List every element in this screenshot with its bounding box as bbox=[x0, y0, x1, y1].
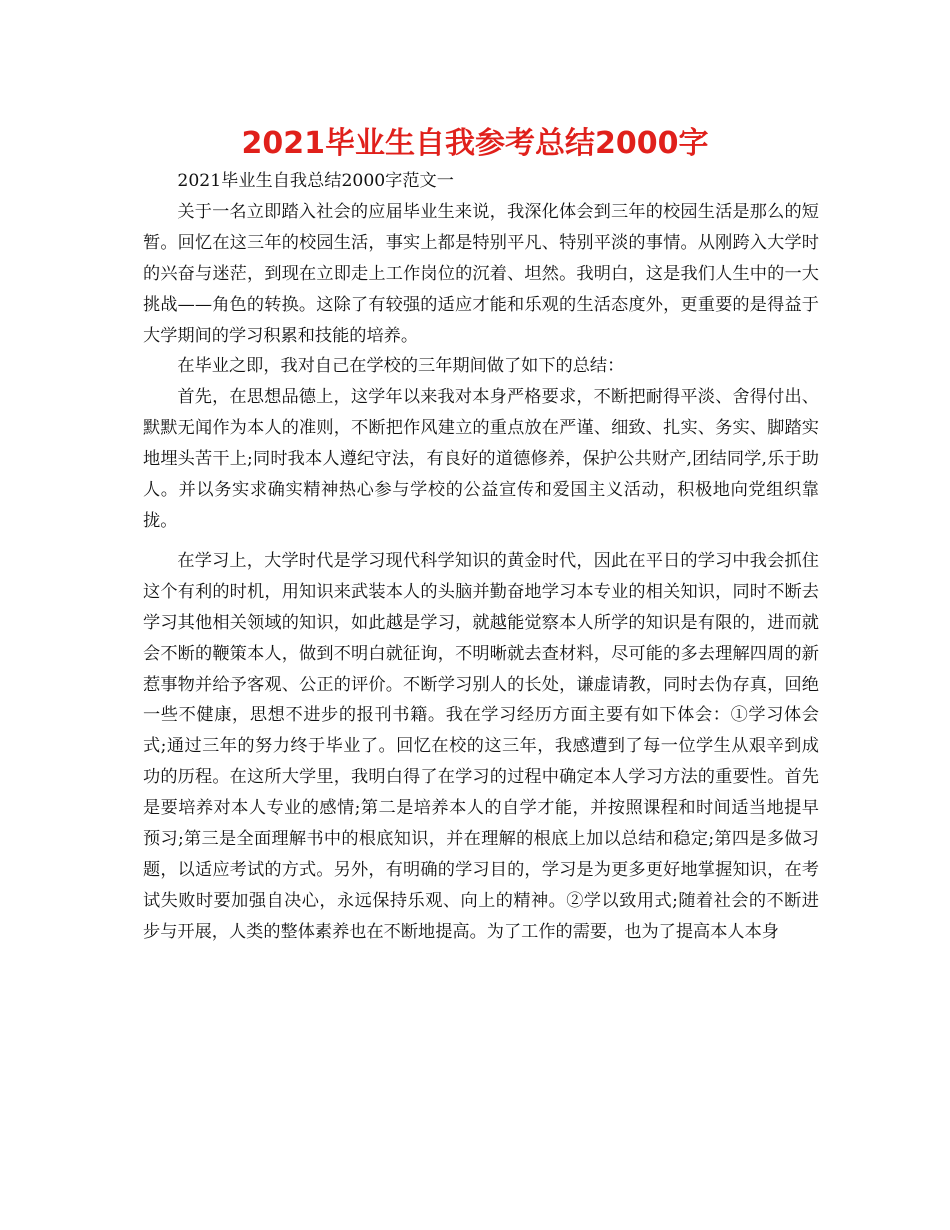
body-paragraph: 在学习上，大学时代是学习现代科学知识的黄金时代，因此在平日的学习中我会抓住这个有利的时机，用知识来武装本人的头脑并勤奋地学习本专业的相关知识，同时不断去学习其他相关领域的知识，如此越是学习，就越能觉察本人所学的知识是有限的，进而就会不断的鞭策本人，做到不明白就征询，不明晰就去查材料，尽可能的多去理解四周的新惹事物并给予客观、公正的评价。不断学习别人的长处，谦虚请教，同时去伪存真，回绝一些不健康，思想不进步的报刊书籍。我在学习经历方面主要有如下体会：①学习体会式;通过三年的努力终于毕业了。回忆在校的这三年，我感遭到了每一位学生从艰辛到成功的历程。在这所大学里，我明白得了在学习的过程中确定本人学习方法的重要性。首先是要培养对本人专业的感情;第二是培养本人的自学才能，并按照课程和时间适当地提早预习;第三是全面理解书中的根底知识，并在理解的根底上加以总结和稳定;第四是多做习题，以适应考试的方式。另外，有明确的学习目的，学习是为更多更好地掌握知识，在考试失败时要加强自决心，永远保持乐观、向上的精神。②学以致用式;随着社会的不断进步与开展，人类的整体素养也在不断地提高。为了工作的需要，也为了提高本人本身 bbox=[143, 550, 819, 942]
body-paragraph: 关于一名立即踏入社会的应届毕业生来说，我深化体会到三年的校园生活是那么的短暂。回忆在这三年的校园生活，事实上都是特别平凡、特别平淡的事情。从刚跨入大学时的兴奋与迷茫，到现在立即走上工作岗位的沉着、坦然。我明白，这是我们人生中的一大挑战——角色的转换。这除了有较强的适应才能和乐观的生活态度外，更重要的是得益于大学期间的学习积累和技能的培养。 bbox=[143, 201, 819, 346]
document-body bbox=[143, 166, 819, 948]
subtitle-paragraph: 2021毕业生自我总结2000字范文一 bbox=[177, 171, 454, 191]
body-paragraph: 首先，在思想品德上，这学年以来我对本身严格要求，不断把耐得平淡、舍得付出、默默无闻作为本人的准则，不断把作风建立的重点放在严谨、细致、扎实、务实、脚踏实地埋头苦干上;同时我本人遵纪守法，有良好的道德修养，保护公共财产,团结同学,乐于助人。并以务实求确实精神热心参与学校的公益宣传和爱国主义活动，积极地向党组织靠拢。 bbox=[143, 387, 819, 531]
body-paragraph: 在毕业之即，我对自己在学校的三年期间做了如下的总结： bbox=[177, 356, 625, 377]
document-title: 2021毕业生自我参考总结2000字 bbox=[241, 126, 709, 161]
